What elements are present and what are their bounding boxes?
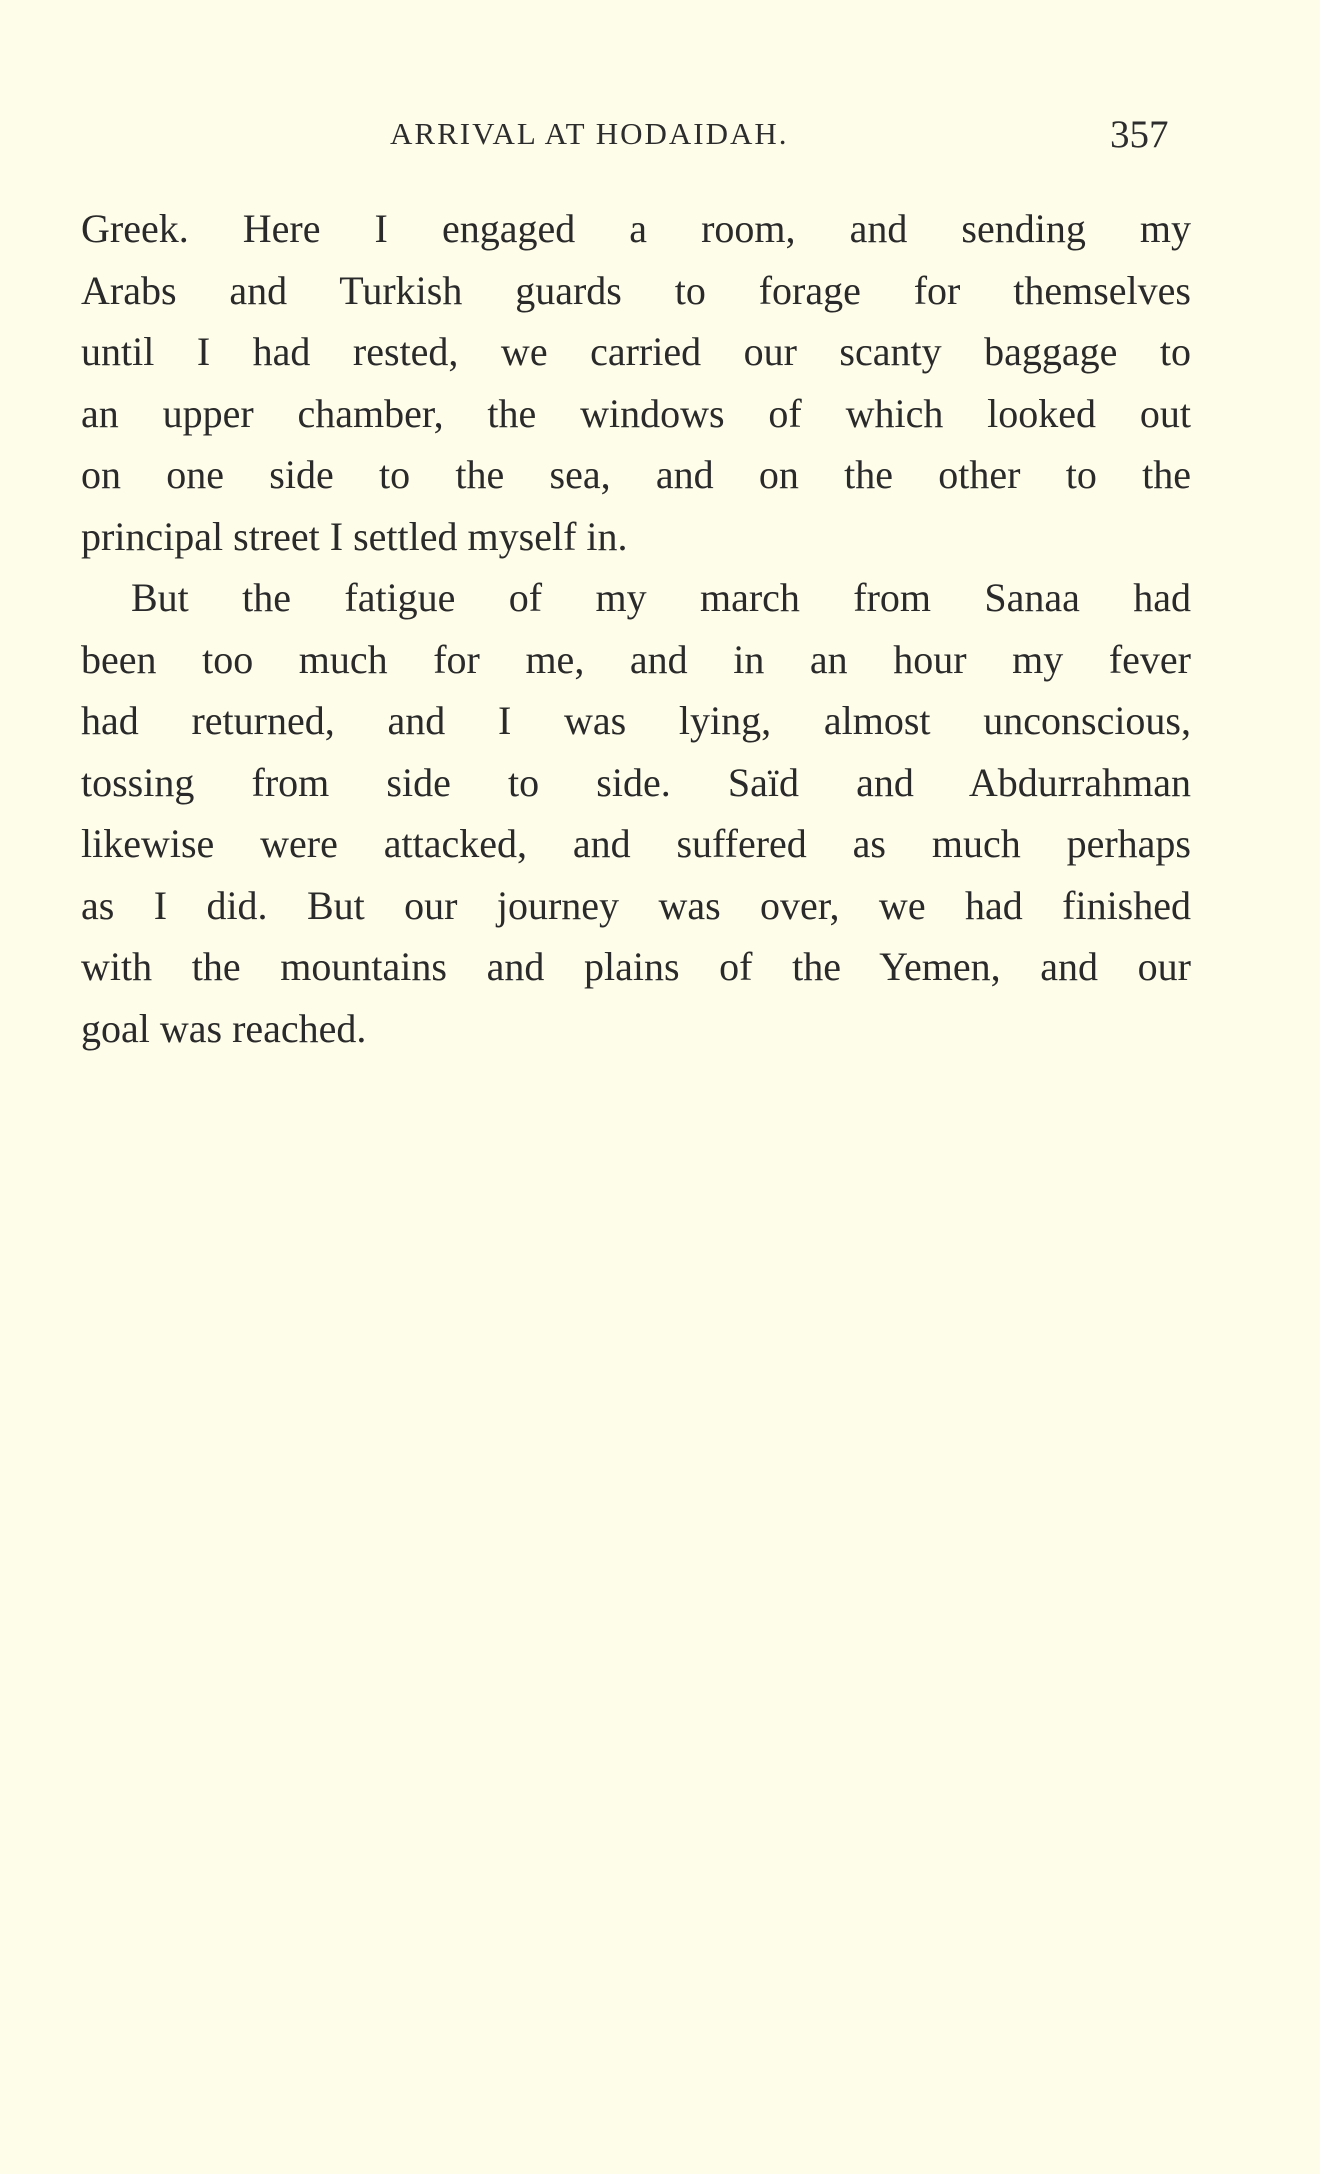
page-number: 357 [1110,113,1169,156]
text-line: goal was reached. [81,1005,367,1051]
text-line: been too much for me, and in an hour my fever [81,636,1191,682]
paragraph-2 [81,567,1191,1059]
body-text [81,198,1191,1059]
paragraph-1 [81,198,1191,567]
text-line: Greek. Here I engaged a room, and sending my [81,206,1191,251]
text-line: on one side to the sea, and on the other to the [81,452,1191,497]
text-line: an upper chamber, the windows of which looked out [81,390,1191,436]
text-line: Arabs and Turkish guards to forage for themselves [81,267,1191,313]
text-line: principal street I settled myself in. [81,513,628,559]
text-line: as I did. But our journey was over, we had finished [81,882,1191,928]
text-line: likewise were attacked, and suffered as much perhaps [81,821,1191,866]
text-line: had returned, and I was lying, almost unconscious, [81,698,1191,743]
text-line: with the mountains and plains of the Yemen, and our [81,944,1191,989]
text-line: until I had rested, we carried our scanty baggage to [81,329,1191,374]
text-line: tossing from side to side. Saïd and Abdurrahman [81,759,1191,805]
running-head: ARRIVAL AT HODAIDAH. [390,116,789,151]
text-line: But the fatigue of my march from Sanaa had [131,575,1191,620]
